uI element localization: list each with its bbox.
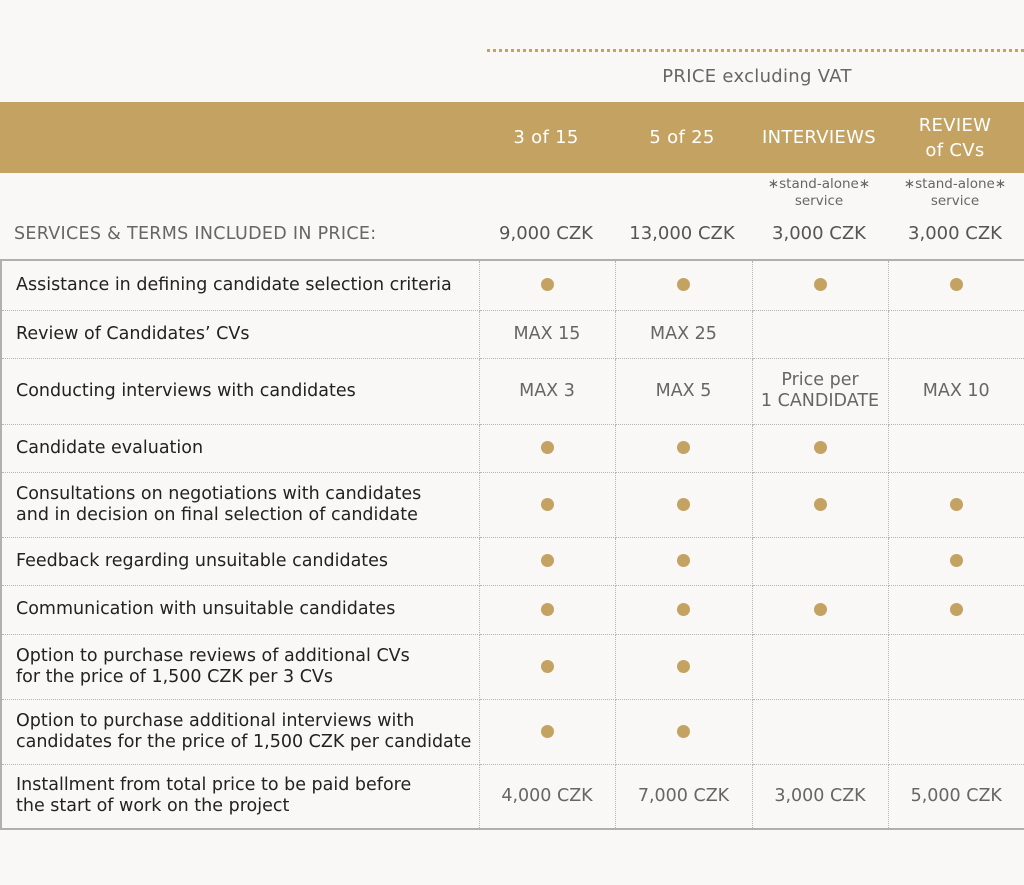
price-caption: PRICE excluding VAT bbox=[662, 66, 852, 87]
table-row bbox=[1, 424, 1024, 472]
cell-value: 5,000 CZK bbox=[910, 785, 1002, 806]
included-cell bbox=[479, 472, 615, 537]
service-label: Communication with unsuitable candidates bbox=[1, 585, 479, 634]
included-cell bbox=[752, 472, 888, 537]
value-cell bbox=[752, 358, 888, 424]
included-dot-icon bbox=[541, 725, 554, 738]
included-dot-icon bbox=[950, 554, 963, 567]
base-price: 9,000 CZK bbox=[499, 223, 593, 244]
included-cell bbox=[752, 585, 888, 634]
table-row bbox=[1, 260, 1024, 310]
included-dot-icon bbox=[677, 554, 690, 567]
services-table-body bbox=[1, 260, 1024, 829]
included-cell bbox=[615, 634, 752, 699]
included-cell bbox=[615, 424, 752, 472]
included-dot-icon bbox=[814, 603, 827, 616]
included-dot-icon bbox=[677, 603, 690, 616]
table-row bbox=[1, 634, 1024, 699]
table-row bbox=[1, 358, 1024, 424]
service-label: Consultations on negotiations with candidates and in decision on final selection of candidate bbox=[1, 472, 479, 537]
value-cell bbox=[615, 764, 752, 829]
value-cell bbox=[752, 537, 888, 585]
value-cell bbox=[752, 764, 888, 829]
stand-alone-note: ∗stand-alone∗ service bbox=[903, 176, 1007, 209]
cell-value: 4,000 CZK bbox=[501, 785, 593, 806]
included-dot-icon bbox=[950, 498, 963, 511]
services-label: SERVICES & TERMS INCLUDED IN PRICE: bbox=[14, 224, 377, 244]
table-row bbox=[1, 699, 1024, 764]
cell-value: MAX 25 bbox=[650, 323, 717, 344]
service-label: Candidate evaluation bbox=[1, 424, 479, 472]
value-cell bbox=[615, 358, 752, 424]
cell-value: Price per 1 CANDIDATE bbox=[760, 370, 880, 411]
cell-value: MAX 15 bbox=[513, 323, 581, 344]
cell-value: MAX 3 bbox=[519, 380, 575, 401]
included-cell bbox=[479, 699, 615, 764]
base-price: 13,000 CZK bbox=[629, 223, 735, 244]
service-label: Assistance in defining candidate selection criteria bbox=[1, 260, 479, 310]
value-cell bbox=[888, 699, 1024, 764]
column-header-interviews: INTERVIEWS bbox=[762, 127, 876, 148]
included-cell bbox=[615, 537, 752, 585]
services-table bbox=[0, 259, 1024, 830]
included-cell bbox=[888, 472, 1024, 537]
cell-value: 3,000 CZK bbox=[774, 785, 866, 806]
dotted-divider bbox=[487, 49, 1024, 52]
table-row bbox=[1, 472, 1024, 537]
value-cell bbox=[888, 424, 1024, 472]
included-dot-icon bbox=[677, 441, 690, 454]
included-cell bbox=[888, 585, 1024, 634]
base-price: 3,000 CZK bbox=[908, 223, 1002, 244]
included-dot-icon bbox=[814, 498, 827, 511]
included-dot-icon bbox=[950, 603, 963, 616]
value-cell bbox=[752, 310, 888, 358]
value-cell bbox=[752, 634, 888, 699]
included-cell bbox=[615, 472, 752, 537]
included-cell bbox=[479, 585, 615, 634]
included-dot-icon bbox=[541, 278, 554, 291]
included-cell bbox=[752, 260, 888, 310]
table-row bbox=[1, 585, 1024, 634]
included-cell bbox=[888, 260, 1024, 310]
value-cell bbox=[888, 634, 1024, 699]
stand-alone-note: ∗stand-alone∗ service bbox=[767, 176, 871, 209]
service-label: Conducting interviews with candidates bbox=[1, 358, 479, 424]
cell-value: 7,000 CZK bbox=[637, 785, 730, 806]
value-cell bbox=[888, 358, 1024, 424]
included-dot-icon bbox=[677, 498, 690, 511]
included-dot-icon bbox=[677, 725, 690, 738]
value-cell bbox=[479, 764, 615, 829]
included-cell bbox=[615, 260, 752, 310]
column-header-3-of-15: 3 of 15 bbox=[513, 127, 579, 148]
included-cell bbox=[479, 537, 615, 585]
included-cell bbox=[888, 537, 1024, 585]
service-label: Feedback regarding unsuitable candidates bbox=[1, 537, 479, 585]
value-cell bbox=[479, 310, 615, 358]
table-row bbox=[1, 310, 1024, 358]
table-row bbox=[1, 537, 1024, 585]
included-cell bbox=[479, 424, 615, 472]
service-label: Review of Candidates’ CVs bbox=[1, 310, 479, 358]
service-label: Option to purchase reviews of additional CVs for the price of 1,500 CZK per 3 CVs bbox=[1, 634, 479, 699]
value-cell bbox=[888, 764, 1024, 829]
included-dot-icon bbox=[814, 441, 827, 454]
value-cell bbox=[479, 358, 615, 424]
included-cell bbox=[752, 424, 888, 472]
base-price: 3,000 CZK bbox=[772, 223, 866, 244]
included-dot-icon bbox=[814, 278, 827, 291]
value-cell bbox=[615, 310, 752, 358]
value-cell bbox=[888, 310, 1024, 358]
table-row bbox=[1, 764, 1024, 829]
service-label: Installment from total price to be paid before the start of work on the project bbox=[1, 764, 479, 829]
included-dot-icon bbox=[541, 603, 554, 616]
column-header-review-cvs: REVIEW of CVs bbox=[918, 114, 992, 161]
column-header-5-of-25: 5 of 25 bbox=[649, 127, 715, 148]
included-dot-icon bbox=[677, 660, 690, 673]
cell-value: MAX 5 bbox=[655, 380, 712, 401]
included-cell bbox=[479, 634, 615, 699]
value-cell bbox=[752, 699, 888, 764]
included-dot-icon bbox=[677, 278, 690, 291]
included-cell bbox=[615, 699, 752, 764]
included-cell bbox=[615, 585, 752, 634]
included-dot-icon bbox=[541, 441, 554, 454]
included-dot-icon bbox=[541, 660, 554, 673]
cell-value: MAX 10 bbox=[922, 380, 990, 401]
included-dot-icon bbox=[541, 498, 554, 511]
included-dot-icon bbox=[541, 554, 554, 567]
included-cell bbox=[479, 260, 615, 310]
service-label: Option to purchase additional interviews with candidates for the price of 1,500 CZK per candidate bbox=[1, 699, 479, 764]
included-dot-icon bbox=[950, 278, 963, 291]
